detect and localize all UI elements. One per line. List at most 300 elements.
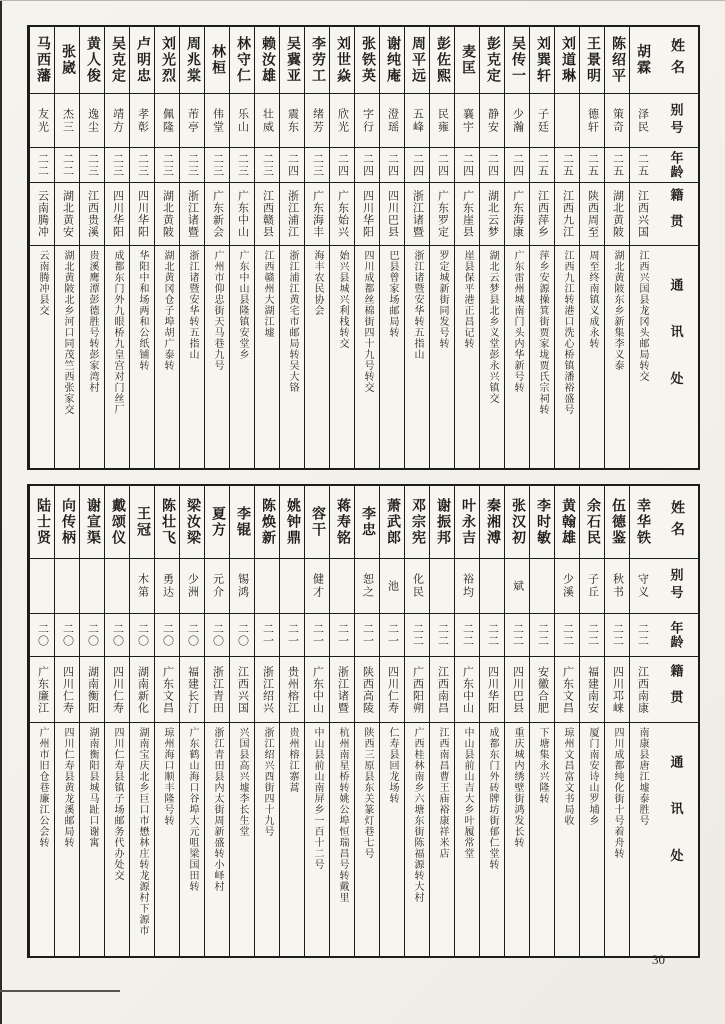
age-cell: [330, 614, 354, 657]
address-text: 浙江诸暨安华转五指山: [412, 250, 423, 360]
address-text: 成都东门外九眼桥九皇宫对门丝厂: [112, 250, 123, 415]
address-cell: [630, 723, 654, 956]
native-text: 湖北云梦: [486, 190, 499, 238]
directory-entry-column: [154, 486, 179, 956]
native-text: 江西兴国: [236, 665, 249, 714]
address-cell: [205, 246, 229, 468]
alias-cell: [405, 94, 429, 148]
directory-entry-column: [79, 27, 104, 468]
name-cell: [505, 486, 529, 559]
native-text: 广西阳朔: [411, 665, 424, 714]
name-text: 黄翰雄: [560, 498, 575, 546]
age-cell: [30, 614, 54, 657]
native-place-cell: [280, 657, 304, 723]
address-text: 贵州榕江寨蒿: [287, 727, 298, 793]
alias-cell: [180, 94, 204, 148]
native-place-cell: [630, 657, 654, 723]
name-cell: [555, 486, 579, 559]
address-cell: [130, 246, 154, 468]
age-cell: [280, 614, 304, 657]
address-cell: [55, 246, 79, 468]
native-text: 广东文昌: [161, 665, 174, 714]
alias-cell: [180, 559, 204, 614]
age-cell: [505, 148, 529, 183]
age-text: 二一: [361, 623, 374, 647]
age-cell: [380, 148, 404, 183]
age-text: 二〇: [161, 623, 174, 647]
alias-cell: [530, 94, 554, 148]
alias-text: 斌: [511, 579, 524, 593]
age-text: 二四: [361, 153, 374, 177]
name-cell: [580, 27, 604, 94]
native-place-cell: [130, 183, 154, 246]
name-cell: [230, 27, 254, 94]
age-cell: [180, 148, 204, 183]
name-text: 卢明忠: [135, 36, 150, 84]
name-text: 张铁英: [360, 36, 375, 84]
age-text: 二四: [511, 153, 524, 177]
native-text: 广东罗定: [436, 190, 449, 238]
address-cell: [480, 723, 504, 956]
age-text: 二二: [486, 623, 499, 647]
native-text: 浙江诸暨: [186, 190, 199, 238]
age-text: 二三: [111, 153, 124, 177]
address-text: 中山县前山南屏乡一百十二号: [312, 727, 323, 870]
native-text: 江西南昌: [436, 665, 449, 714]
age-cell: [605, 148, 629, 183]
address-cell: [255, 723, 279, 956]
address-cell: [55, 723, 79, 956]
address-cell: [430, 723, 454, 956]
alias-text: 杰三: [61, 107, 74, 134]
name-text: 林守仁: [235, 36, 250, 84]
age-cell: [255, 148, 279, 183]
name-text: 周兆棠: [185, 36, 200, 84]
age-text: 二一: [386, 623, 399, 647]
name-cell: [155, 486, 179, 559]
native-text: 湖北黄陂: [161, 190, 174, 238]
age-text: 二〇: [111, 623, 124, 647]
native-place-cell: [255, 657, 279, 723]
age-cell: [580, 614, 604, 657]
age-cell: [55, 148, 79, 183]
native-text: 四川仁寿: [111, 665, 124, 714]
native-place-cell: [455, 183, 479, 246]
age-text: 二四: [286, 153, 299, 177]
alias-cell: [130, 94, 154, 148]
age-cell: [230, 614, 254, 657]
alias-cell: [80, 94, 104, 148]
directory-entry-column: [54, 27, 79, 468]
age-cell: [80, 614, 104, 657]
native-place-cell: [180, 183, 204, 246]
address-cell: [305, 246, 329, 468]
alias-text: 逸尘: [86, 107, 99, 134]
native-text: 广东始兴: [336, 190, 349, 238]
alias-text: 乐山: [236, 107, 249, 134]
native-text: 江西兴国: [636, 190, 649, 238]
name-text: 向传柄: [60, 498, 75, 546]
native-place-cell: [30, 657, 54, 723]
age-text: 二三: [161, 153, 174, 177]
address-text: 萍乡安源操箕街贾家垅贾氏宗祠转: [537, 250, 548, 415]
name-text: 彭佐熙: [435, 36, 450, 84]
address-text: 江西南昌曹王庙裕康祥米店: [437, 727, 448, 859]
name-cell: [355, 486, 379, 559]
age-text: 二一: [336, 623, 349, 647]
directory-entry-column: [579, 486, 604, 956]
age-text: 二〇: [136, 623, 149, 647]
alias-cell: [580, 559, 604, 614]
native-place-cell: [255, 183, 279, 246]
address-cell: [305, 723, 329, 956]
alias-cell: [80, 559, 104, 614]
name-text: 戴颂仪: [110, 498, 125, 546]
alias-cell: [305, 94, 329, 148]
native-place-cell: [530, 183, 554, 246]
name-text: 黄人俊: [85, 36, 100, 84]
directory-entry-column: [229, 27, 254, 468]
native-place-cell: [405, 183, 429, 246]
name-text: 秦湘溥: [485, 498, 500, 546]
age-cell: [30, 148, 54, 183]
age-text: 二二: [561, 623, 574, 647]
address-cell: [580, 246, 604, 468]
alias-cell: [355, 559, 379, 614]
address-cell: [505, 723, 529, 956]
name-cell: [180, 27, 204, 94]
address-text: 湖北黄冈仓子埠胡广泰转: [162, 250, 173, 371]
age-text: 二三: [261, 153, 274, 177]
alias-text: 少瀚: [511, 107, 524, 134]
address-cell: [205, 723, 229, 956]
age-text: 二三: [186, 153, 199, 177]
alias-text: 友光: [36, 107, 49, 134]
header-age-label: 年龄: [668, 150, 684, 180]
name-text: 容干: [310, 506, 325, 538]
native-place-cell: [555, 183, 579, 246]
name-text: 余石民: [585, 498, 600, 546]
name-text: 刘巽轩: [535, 36, 550, 84]
address-cell: [80, 246, 104, 468]
address-cell: [455, 246, 479, 468]
alias-text: 芾亭: [186, 107, 199, 134]
age-cell: [630, 614, 654, 657]
name-text: 李锟: [235, 506, 250, 538]
age-cell: [380, 614, 404, 657]
age-cell: [155, 148, 179, 183]
row-header-column: [654, 27, 698, 468]
alias-text: 孝彰: [136, 107, 149, 134]
directory-entry-column: [29, 27, 54, 468]
name-cell: [405, 486, 429, 559]
address-text: 湖北黄陂北乡河口同茂竺西张家交: [62, 250, 73, 415]
native-place-cell: [105, 183, 129, 246]
alias-text: 子廷: [536, 107, 549, 134]
native-text: 广东中山: [461, 665, 474, 714]
header-native: [654, 657, 698, 723]
name-text: 幸华铁: [635, 498, 650, 546]
native-place-cell: [630, 183, 654, 246]
alias-text: 木第: [136, 573, 149, 599]
name-cell: [555, 27, 579, 94]
age-text: 二二: [511, 623, 524, 647]
directory-entry-column: [504, 27, 529, 468]
directory-entry-column: [54, 486, 79, 956]
alias-cell: [555, 559, 579, 614]
name-text: 陈焕新: [260, 498, 275, 546]
name-cell: [55, 486, 79, 559]
alias-cell: [355, 94, 379, 148]
name-text: 吴冀亚: [285, 36, 300, 84]
name-text: 陈绍平: [610, 36, 625, 84]
name-text: 王冠: [135, 506, 150, 538]
name-text: 谢纯庵: [385, 36, 400, 84]
native-place-cell: [80, 183, 104, 246]
address-cell: [355, 246, 379, 468]
header-address-label: 通讯处: [668, 755, 684, 896]
address-cell: [530, 246, 554, 468]
native-text: 江西赣县: [261, 190, 274, 238]
address-cell: [180, 723, 204, 956]
alias-text: 欣光: [336, 107, 349, 134]
name-cell: [105, 27, 129, 94]
address-text: 浙江绍兴酉街四十九号: [262, 727, 273, 837]
name-text: 李时敏: [535, 498, 550, 546]
name-text: 梁汝梁: [185, 498, 200, 546]
native-text: 广东廉江: [36, 665, 49, 714]
name-cell: [480, 27, 504, 94]
address-cell: [605, 246, 629, 468]
native-text: 四川华阳: [136, 190, 149, 238]
native-text: 四川华阳: [486, 665, 499, 714]
directory-entry-column: [129, 27, 154, 468]
age-cell: [555, 148, 579, 183]
alias-cell: [255, 94, 279, 148]
scan-edge-top: [0, 0, 725, 1]
name-cell: [630, 486, 654, 559]
native-place-cell: [105, 657, 129, 723]
header-address-label: 通讯处: [668, 278, 684, 419]
name-cell: [55, 27, 79, 94]
alias-cell: [230, 559, 254, 614]
alias-cell: [555, 94, 579, 148]
name-text: 彭克定: [485, 36, 500, 84]
age-text: 二四: [436, 153, 449, 177]
age-cell: [430, 614, 454, 657]
directory-entry-column: [504, 486, 529, 956]
address-cell: [280, 723, 304, 956]
alias-text: 策奇: [611, 107, 624, 134]
address-text: 广西桂林南乡六塘东街陈福源转大村: [412, 727, 423, 903]
alias-text: 静安: [486, 107, 499, 134]
age-text: 二四: [486, 153, 499, 177]
alias-cell: [405, 559, 429, 614]
native-text: 四川邛崃: [611, 665, 624, 714]
address-text: 四川成都丝棉街四十九号转交: [362, 250, 373, 393]
alias-text: 绪芳: [311, 107, 324, 134]
age-text: 二一: [311, 623, 324, 647]
header-alias-label: 别号: [668, 102, 684, 139]
alias-cell: [280, 94, 304, 148]
address-cell: [330, 723, 354, 956]
name-text: 蒋寿铭: [335, 498, 350, 546]
name-cell: [330, 486, 354, 559]
age-text: 二五: [636, 153, 649, 177]
directory-entry-column: [529, 486, 554, 956]
address-cell: [405, 246, 429, 468]
native-place-cell: [580, 183, 604, 246]
alias-cell: [280, 559, 304, 614]
native-place-cell: [330, 657, 354, 723]
address-text: 湖北黄陂东乡新集李义泰: [612, 250, 623, 371]
name-text: 叶永吉: [460, 498, 475, 546]
name-cell: [205, 486, 229, 559]
native-place-cell: [230, 657, 254, 723]
native-text: 广东崖县: [461, 190, 474, 238]
alias-cell: [55, 559, 79, 614]
age-text: 二五: [536, 153, 549, 177]
native-text: 四川华阳: [361, 190, 374, 238]
alias-text: 元介: [211, 573, 224, 599]
directory-entry-column: [629, 27, 654, 468]
native-place-cell: [505, 657, 529, 723]
alias-cell: [505, 94, 529, 148]
alias-cell: [255, 559, 279, 614]
directory-entry-column: [204, 27, 229, 468]
native-place-cell: [380, 183, 404, 246]
age-cell: [480, 148, 504, 183]
age-text: 二二: [586, 623, 599, 647]
address-text: 江西赣州大湖江墟: [262, 250, 273, 338]
address-text: 云南腾冲县交: [37, 250, 48, 316]
address-cell: [155, 246, 179, 468]
native-place-cell: [580, 657, 604, 723]
address-text: 广州市仰忠街天马巷九号: [212, 250, 223, 371]
alias-cell: [480, 559, 504, 614]
age-cell: [205, 614, 229, 657]
name-text: 林桓: [210, 44, 225, 76]
age-cell: [330, 148, 354, 183]
native-place-cell: [55, 657, 79, 723]
age-text: 二三: [311, 153, 324, 177]
age-text: 二〇: [36, 623, 49, 647]
name-text: 谢宣渠: [85, 498, 100, 546]
directory-entry-column: [404, 486, 429, 956]
alias-text: 健才: [311, 573, 324, 599]
name-cell: [80, 27, 104, 94]
name-cell: [130, 486, 154, 559]
header-age: [654, 614, 698, 657]
name-text: 张汉初: [510, 498, 525, 546]
name-text: 刘世焱: [335, 36, 350, 84]
age-cell: [105, 614, 129, 657]
name-text: 马西藩: [35, 36, 50, 84]
address-cell: [130, 723, 154, 956]
age-cell: [530, 614, 554, 657]
native-text: 广东新会: [211, 190, 224, 238]
address-text: 琼州海口顺丰隆号转: [162, 727, 173, 826]
native-text: 四川华阳: [111, 190, 124, 238]
scan-edge-bottom: [0, 990, 120, 992]
name-text: 张崴: [60, 44, 75, 76]
directory-entry-column: [29, 486, 54, 956]
age-cell: [555, 614, 579, 657]
native-place-cell: [405, 657, 429, 723]
name-cell: [530, 27, 554, 94]
age-text: 二三: [211, 153, 224, 177]
address-cell: [555, 723, 579, 956]
name-cell: [130, 27, 154, 94]
address-text: 巴县曾家场邮局转: [387, 250, 398, 338]
age-text: 二四: [386, 153, 399, 177]
address-text: 海丰农民协会: [312, 250, 323, 316]
native-place-cell: [30, 183, 54, 246]
header-name: [654, 27, 698, 94]
name-text: 吴克定: [110, 36, 125, 84]
name-cell: [180, 486, 204, 559]
native-text: 广东海丰: [311, 190, 324, 238]
native-place-cell: [55, 183, 79, 246]
directory-entry-column: [279, 486, 304, 956]
age-text: 二〇: [236, 623, 249, 647]
header-alias-label: 别号: [668, 568, 684, 604]
native-text: 江西九江: [561, 190, 574, 238]
name-cell: [605, 486, 629, 559]
alias-text: 裕均: [461, 573, 474, 599]
native-place-cell: [305, 183, 329, 246]
name-text: 刘道琳: [560, 36, 575, 84]
name-cell: [105, 486, 129, 559]
native-place-cell: [605, 183, 629, 246]
native-text: 浙江绍兴: [261, 665, 274, 714]
address-text: 四川仁寿县黄龙溪邮局转: [62, 727, 73, 848]
directory-entry-column: [379, 486, 404, 956]
directory-entry-column: [479, 27, 504, 468]
native-text: 陕西高陵: [361, 665, 374, 714]
directory-entry-column: [254, 486, 279, 956]
alias-cell: [630, 559, 654, 614]
page-number: 30: [652, 952, 665, 967]
name-text: 陈壮飞: [160, 498, 175, 546]
age-cell: [55, 614, 79, 657]
native-text: 广东海康: [511, 190, 524, 238]
age-cell: [580, 148, 604, 183]
directory-entry-column: [229, 486, 254, 956]
native-text: 江西萍乡: [536, 190, 549, 238]
alias-cell: [380, 559, 404, 614]
name-text: 萧武郎: [385, 498, 400, 546]
age-cell: [405, 148, 429, 183]
header-age: [654, 148, 698, 183]
address-text: 湖北云梦县北乡义堂彭永兴镇交: [487, 250, 498, 404]
directory-entry-column: [254, 27, 279, 468]
name-text: 周平远: [410, 36, 425, 84]
age-text: 二二: [436, 623, 449, 647]
native-text: 广东中山: [236, 190, 249, 238]
age-cell: [480, 614, 504, 657]
native-place-cell: [480, 657, 504, 723]
native-text: 安徽合肥: [536, 665, 549, 714]
age-cell: [455, 614, 479, 657]
name-cell: [255, 486, 279, 559]
address-text: 仁寿县回龙场转: [387, 727, 398, 804]
native-place-cell: [605, 657, 629, 723]
native-place-cell: [530, 657, 554, 723]
address-text: 重庆城内绣壁街鸿发长转: [512, 727, 523, 848]
alias-cell: [230, 94, 254, 148]
directory-entry-column: [329, 27, 354, 468]
